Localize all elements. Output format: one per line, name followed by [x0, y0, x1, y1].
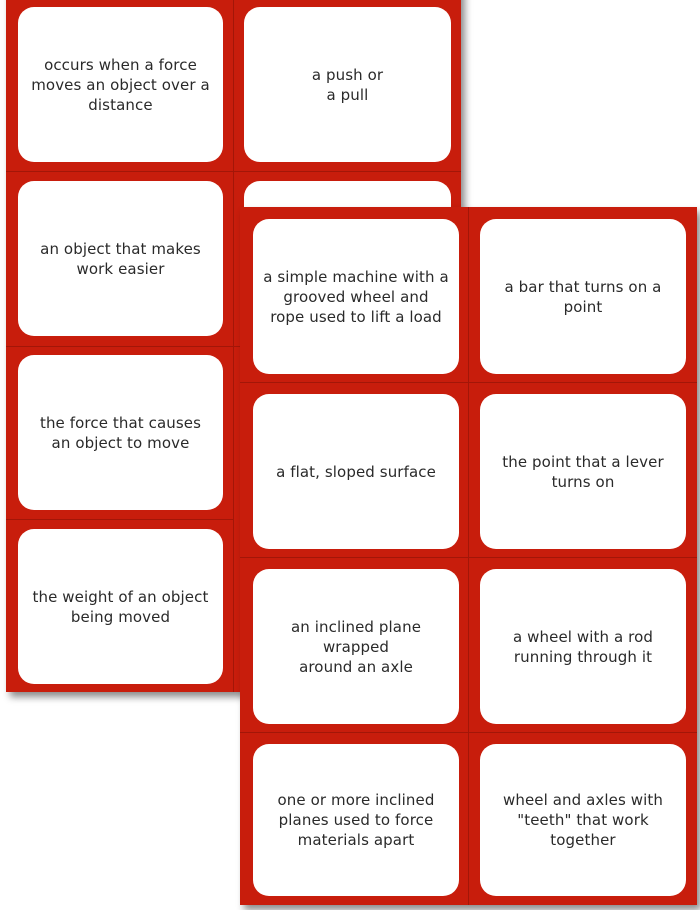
definition-card-pulley: a simple machine with a grooved wheel and rope used to lift a load — [253, 219, 459, 374]
definition-card-wheel-and-axle: a wheel with a rod running through it — [480, 569, 686, 724]
row-divider — [6, 171, 461, 172]
definition-card-force: a push or a pull — [244, 7, 451, 162]
row-divider — [6, 519, 233, 520]
definition-card-inclined-plane: a flat, sloped surface — [253, 394, 459, 549]
definition-card-effort: the force that causes an object to move — [18, 355, 223, 510]
definition-card-work: occurs when a force moves an object over a distance — [18, 7, 223, 162]
definition-card-lever: a bar that turns on a point — [480, 219, 686, 374]
definition-card-gear: wheel and axles with "teeth" that work together — [480, 744, 686, 896]
definition-card-simple-machine: an object that makes work easier — [18, 181, 223, 336]
front-card-sheet — [240, 207, 697, 905]
row-divider — [240, 732, 697, 733]
definition-card-load: the weight of an object being moved — [18, 529, 223, 684]
definition-card-screw: an inclined plane wrapped around an axle — [253, 569, 459, 724]
row-divider — [240, 557, 697, 558]
definition-card-fulcrum: the point that a lever turns on — [480, 394, 686, 549]
row-divider — [240, 382, 697, 383]
definition-card-wedge: one or more inclined planes used to force materials apart — [253, 744, 459, 896]
column-divider — [468, 207, 469, 905]
